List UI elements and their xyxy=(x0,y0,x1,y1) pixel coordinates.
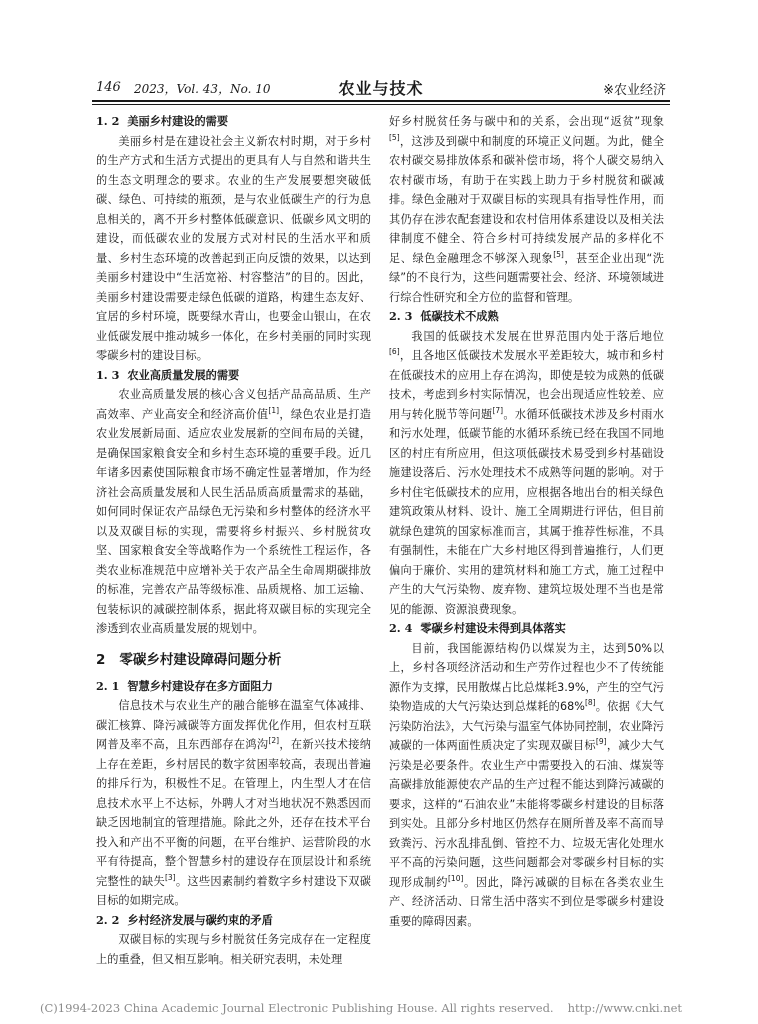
paragraph xyxy=(389,327,664,620)
text-run: 目前，我国能源结构仍以煤炭为主，达到50%以上，乡村各项经济活动和生产劳作过程也少不了传统能源作为支撑，民用散煤占比总煤耗3.9%，产生的空气污染物造成的大气污染达到总煤耗的68% xyxy=(389,641,664,713)
footer-url: http://www.cnki.net xyxy=(567,1001,683,1015)
text-run: ，这涉及到碳中和制度的环境正义问题。为此，健全农村碳交易排放体系和碳补偿市场，将个人碳交易纳入农村碳市场，有助于在实践上助力于乡村脱贫和碳减排。绿色金融对于双碳目标的实现具有指导性作用，而其仍存在涉农配套建设和农村信用体系建设以及相关法律制度不健全、符合乡村可持续发展产品的多样化不足、绿色金融理念不够深入现象 xyxy=(389,134,664,265)
section-number: 1. 2 xyxy=(96,114,120,128)
section-number: 1. 3 xyxy=(96,367,120,382)
copyright-text: (C)1994-2023 China Academic Journal Electronic Publishing House. All rights reserved. xyxy=(40,1001,554,1015)
text-run: ，绿色农业是打造农业发展新局面、适应农业发展新的空间布局的关键，是确保国家粮食安全和乡村生态环境的重要手段。近几年诸多因素使国际粮食市场不确定性显著增加，作为经济社会高质量发展和人民生活品质高质量需求的基础，如何同时保证农产品绿色无污染和乡村整体的经济水平以及双碳目标的实现，需要将乡村振兴、乡村脱贫攻坚、国家粮食安全等战略作为一个系统性工程运作，各类农业标准规范中应增补关于农产品全生命周期碳排放的标准，完善农产品等级标准、品质规格、加工运输、包装标识的减碳控制体系，据此将双碳目标的实现完全渗透到农业高质量发展的规划中。 xyxy=(96,407,371,635)
paragraph: 双碳目标的实现与乡村脱贫任务完成存在一定程度上的重叠，但又相互影响。相关研究表明，未处理 xyxy=(96,933,371,966)
citation: [3] xyxy=(164,872,176,882)
section-number: 2. 4 xyxy=(389,621,413,635)
citation: [10] xyxy=(448,873,464,883)
header-rule-thin xyxy=(92,104,670,105)
text-run: ，且各地区低碳技术发展水平差距较大，城市和乡村在低碳技术的应用上存在鸿沟，即使是较为成熟的低碳技术，考虑到乡村实际情况，也会出现适应性较差、应用与转化脱节等问题 xyxy=(389,349,664,421)
text-run: ，在新兴技术接纳上存在差距，乡村居民的数字贫困率较高，表现出普遍的排斥行为，积极性不足。在管理上，内生型人才在信息技术水平上不达标，外聘人才对当地状况不熟悉因而缺乏因地制宜的管理措施。除此之外，还存在技术平台投入和产出不平衡的问题，在平台维护、运营阶段的水平有待提高，整个智慧乡村的建设存在顶层设计和系统完整性的缺失 xyxy=(96,738,371,888)
text-run: ，减少大气污染是必要条件。农业生产中需要投入的石油、煤炭等高碳排放能源使农产品的生产过程不能达到降污减碳的要求，这样的“石油农业”未能将零碳乡村建设的目标落到实处。且部分乡村地区仍然存在厕所普及率不高而导致粪污、污水乱排乱倒、管控不力、垃圾无害化处理水平不高的污染问题，这些问题都会对零碳乡村目标的实现形成制约 xyxy=(389,739,664,889)
section-title: 低碳技术不成熟 xyxy=(420,310,499,323)
text-run: 。这些因素制约着数字乡村建设下双碳目标的如期完成。 xyxy=(96,874,371,907)
paragraph: 美丽乡村是在建设社会主义新农村时期，对于乡村的生产方式和生活方式提出的更具有人与自然和谐共生的生态文明理念的要求。农业的生产发展要想突破低碳、绿色、可持续的瓶颈，是与农业低碳生产的行为息息相关的，离不开乡村整体低碳意识、低碳乡风文明的建设，而低碳农业的发展方式对村民的生活水平和质量、乡村生态环境的改善起到正向反馈的效果，以达到美丽乡村建设中“生活宽裕、村容整洁”的目的。因此，美丽乡村建设需要走绿色低碳的道路，构建生态友好、宜居的乡村环境，既要绿水青山，也要金山银山，在农业低碳发展中推动城乡一体化，在乡村美丽的同时实现零碳乡村的建设目标。 xyxy=(96,134,371,362)
text-run: 我国的低碳技术发展在世界范围内处于落后地位 xyxy=(411,329,664,343)
citation: [5] xyxy=(553,249,564,259)
text-run: 。因此，降污减碳的目标在各类农业生产、经济活动、日常生活中落实不到位是零碳乡村建设重要的障碍因素。 xyxy=(389,875,664,928)
paragraph xyxy=(96,696,371,911)
copyright-footer xyxy=(40,1001,718,1015)
section-2-4-heading xyxy=(389,619,664,639)
section-1-2-heading xyxy=(96,112,371,132)
paragraph xyxy=(96,385,371,639)
section-2-2-heading xyxy=(96,911,371,931)
section-number: 2. 1 xyxy=(96,678,120,693)
section-title: 农业高质量发展的需要 xyxy=(127,368,240,382)
header-rule-thick xyxy=(92,100,670,102)
section-title: 乡村经济发展与碳约束的矛盾 xyxy=(127,913,273,927)
section-title: 美丽乡村建设的需要 xyxy=(127,115,229,128)
citation: [1] xyxy=(268,405,280,415)
left-column xyxy=(96,112,371,969)
section-number: 2 xyxy=(96,651,106,668)
running-header xyxy=(96,76,666,98)
section-1-3-heading xyxy=(96,366,371,386)
section-number: 2. 2 xyxy=(96,912,120,927)
journal-title: 农业与技术 xyxy=(338,79,424,98)
text-run: 信息技术与农业生产的融合能够在温室气体减排、碳汇核算、降污减碳等方面发挥优化作用，但农村互联网普及率不高，且东西部存在鸿沟 xyxy=(96,699,371,751)
section-title: 零碳乡村建设障碍问题分析 xyxy=(119,651,282,668)
section-2-heading xyxy=(96,649,371,671)
text-run: 农业高质量发展的核心含义包括产品高品质、生产高效率、产业高安全和经济高价值 xyxy=(96,388,371,421)
citation: [9] xyxy=(595,737,607,746)
section-2-3-heading xyxy=(389,307,664,327)
citation: [6] xyxy=(389,347,400,356)
section-2-1-heading xyxy=(96,677,371,697)
citation: [5] xyxy=(389,132,400,142)
right-column xyxy=(389,112,664,931)
paragraph-continued xyxy=(389,112,664,307)
text-run: 。依据《大气污染防治法》，大气污染与温室气体协同控制，农业降污减碳的一体两面性质决定了实现双碳目标 xyxy=(389,700,664,752)
text-run: 好乡村脱贫任务与碳中和的关系，会出现“返贫”现象 xyxy=(389,115,664,128)
citation: [8] xyxy=(584,698,596,707)
text-run: 。水循环低碳技术涉及乡村雨水和污水处理，低碳节能的水循环系统已经在我国不同地区的村庄有所应用，但这项低碳技术易受到乡村基础设施建设落后、污水处理技术不成熟等问题的影响。对于乡村住宅低碳技术的应用，应根据各地出台的相关绿色建筑政策从材料、设计、施工全周期进行评估，但目前就绿色建筑的国家标准而言，其属于推荐性标准，不具有强制性，未能在广大乡村地区得到普遍推行，人们更偏向于廉价、实用的建筑材料和施工方式，施工过程中产生的大气污染物、废弃物、建筑垃圾处理不当也是常见的能源、资源浪费现象。 xyxy=(389,407,664,616)
text-run: ，甚至企业出现“洗绿”的不良行为，这些问题需要社会、经济、环境领域进行综合性研究和全方位的监督和管理。 xyxy=(389,251,664,304)
issue-info: 2023，Vol. 43，No. 10 xyxy=(134,82,271,96)
paragraph xyxy=(389,639,664,932)
page-number: 146 xyxy=(96,80,121,95)
section-number: 2. 3 xyxy=(389,309,413,323)
section-title: 智慧乡村建设存在多方面阻力 xyxy=(127,679,273,693)
section-label: ※农业经济 xyxy=(603,83,666,98)
citation: [2] xyxy=(268,736,280,745)
citation: [7] xyxy=(492,405,504,415)
section-title: 零碳乡村建设未得到具体落实 xyxy=(420,622,566,635)
